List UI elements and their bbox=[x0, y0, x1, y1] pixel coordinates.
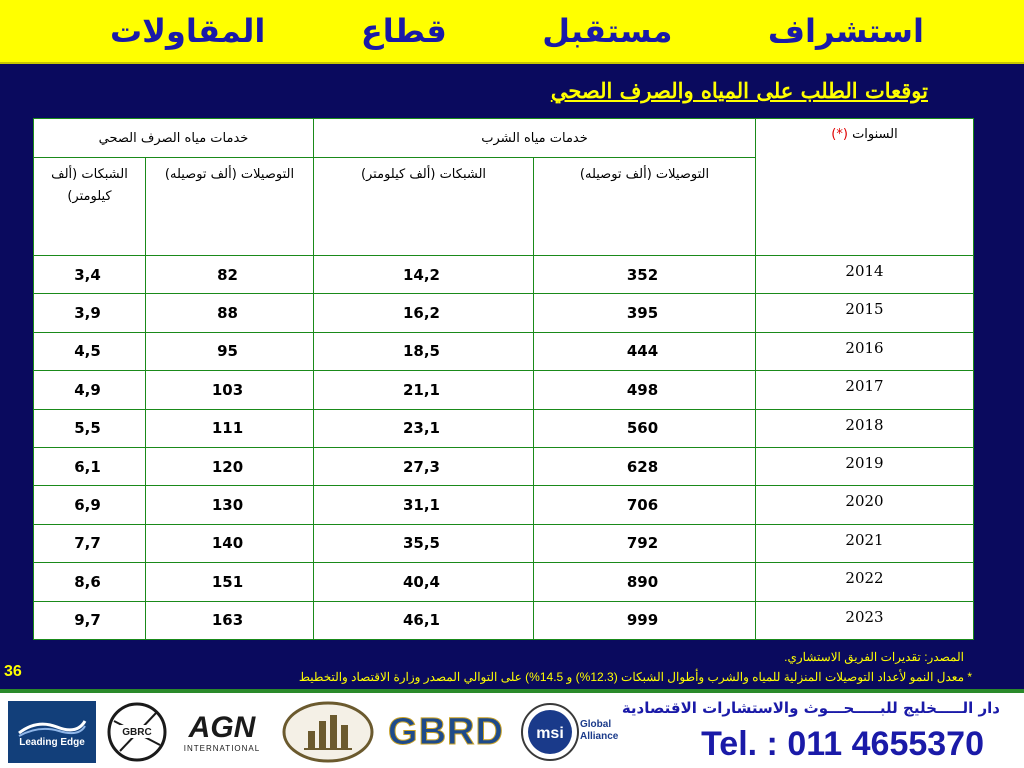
year-cell: 2019 bbox=[756, 447, 974, 485]
water-networks-cell-value: 31,1 bbox=[402, 496, 440, 515]
forecast-table-container bbox=[33, 118, 973, 640]
water-networks-cell bbox=[314, 447, 534, 485]
sewage-networks-cell-value: 5,5 bbox=[74, 419, 101, 438]
sewage-connections-cell bbox=[146, 371, 314, 409]
sewage-connections-cell bbox=[146, 256, 314, 294]
sewage-connections-cell-value: 140 bbox=[211, 534, 244, 553]
year-cell: 2022 bbox=[756, 563, 974, 601]
sewage-connections-cell-value: 95 bbox=[217, 342, 238, 361]
sewage-connections-cell-value: 82 bbox=[217, 265, 238, 284]
title-bar bbox=[0, 0, 1024, 64]
sewage-connections-cell bbox=[146, 563, 314, 601]
water-networks-cell-value: 40,4 bbox=[402, 572, 440, 591]
water-networks-header: الشبكات (ألف كيلومتر) bbox=[314, 158, 534, 256]
sewage-connections-cell-value: 111 bbox=[211, 419, 244, 438]
water-networks-cell-value: 14,2 bbox=[402, 265, 440, 284]
sewage-networks-cell bbox=[34, 371, 146, 409]
sewage-connections-cell bbox=[146, 524, 314, 562]
water-connections-cell-value: 890 bbox=[626, 572, 659, 591]
table-row bbox=[34, 486, 974, 524]
years-header bbox=[756, 119, 974, 256]
agn-logo-subtext: INTERNATIONAL bbox=[183, 743, 261, 753]
gbrd-logo bbox=[384, 701, 508, 763]
water-connections-cell-value: 444 bbox=[626, 342, 659, 361]
water-networks-cell-value: 21,1 bbox=[402, 380, 440, 399]
title-word-1: استشراف bbox=[767, 12, 924, 50]
msi-logo bbox=[516, 701, 628, 763]
water-connections-cell bbox=[534, 601, 756, 639]
water-connections-cell-value: 706 bbox=[626, 496, 659, 515]
title-word-2: مستقبل bbox=[542, 12, 673, 50]
water-networks-cell bbox=[314, 524, 534, 562]
leading-edge-logo-text: Leading Edge bbox=[19, 736, 85, 748]
water-networks-cell bbox=[314, 601, 534, 639]
sewage-connections-cell-value: 163 bbox=[211, 611, 244, 630]
gbrc-logo bbox=[104, 701, 170, 763]
water-connections-cell bbox=[534, 294, 756, 332]
water-connections-cell-value: 395 bbox=[626, 304, 659, 323]
sewage-networks-cell-value: 8,6 bbox=[74, 572, 101, 591]
sewage-networks-cell-value: 9,7 bbox=[74, 611, 101, 630]
table-row bbox=[34, 371, 974, 409]
water-networks-cell bbox=[314, 371, 534, 409]
water-networks-cell bbox=[314, 256, 534, 294]
table-row bbox=[34, 256, 974, 294]
leading-edge-wave-icon bbox=[17, 717, 87, 737]
year-cell: 2023 bbox=[756, 601, 974, 639]
water-connections-cell-value: 628 bbox=[626, 457, 659, 476]
sewage-connections-cell bbox=[146, 486, 314, 524]
sewage-networks-cell-value: 6,1 bbox=[74, 457, 101, 476]
water-connections-cell bbox=[534, 332, 756, 370]
sewage-networks-cell bbox=[34, 409, 146, 447]
sewage-connections-cell-value: 120 bbox=[211, 457, 244, 476]
agn-logo-text: AGN bbox=[188, 710, 256, 744]
water-networks-cell bbox=[314, 294, 534, 332]
sewage-networks-cell bbox=[34, 601, 146, 639]
table-row bbox=[34, 294, 974, 332]
year-cell: 2015 bbox=[756, 294, 974, 332]
water-connections-cell-value: 352 bbox=[626, 265, 659, 284]
water-networks-cell-value: 18,5 bbox=[402, 342, 440, 361]
sewage-networks-cell bbox=[34, 256, 146, 294]
sewage-networks-cell-value: 6,9 bbox=[74, 496, 101, 515]
table-row bbox=[34, 601, 974, 639]
year-cell: 2021 bbox=[756, 524, 974, 562]
company-name: دار الـــــخليج للبـــــحـــوث والاستشارات الاقتصادية bbox=[621, 699, 1000, 717]
gbrc-emblem-icon bbox=[106, 701, 168, 763]
sewage-networks-cell-value: 3,4 bbox=[74, 265, 101, 284]
water-networks-cell bbox=[314, 332, 534, 370]
water-networks-cell bbox=[314, 409, 534, 447]
water-connections-cell-value: 999 bbox=[626, 611, 659, 630]
msi-logo-subtext-1: Global bbox=[580, 719, 612, 730]
water-connections-cell bbox=[534, 256, 756, 294]
title-word-3: قطاع bbox=[360, 12, 447, 50]
sewage-networks-cell-value: 3,9 bbox=[74, 304, 101, 323]
water-networks-cell-value: 46,1 bbox=[402, 611, 440, 630]
msi-logo-text: msi bbox=[536, 725, 564, 742]
growth-note: * معدل النمو لأعداد التوصيلات المنزلية للمياه والشرب وأطوال الشبكات (12.3%) و 14.5%) على التوالي المصدر وزارة الاقتصاد والتخطيط bbox=[298, 670, 972, 684]
year-cell: 2014 bbox=[756, 256, 974, 294]
water-connections-cell bbox=[534, 524, 756, 562]
year-cell: 2018 bbox=[756, 409, 974, 447]
gbrd-logo-text: GBRD bbox=[388, 710, 504, 753]
bar-chart-logo-icon bbox=[282, 701, 374, 763]
sewage-networks-header: الشبكات (ألف كيلومتر) bbox=[34, 158, 146, 256]
source-note: المصدر: تقديرات الفريق الاستشاري. bbox=[784, 650, 964, 664]
water-connections-cell bbox=[534, 447, 756, 485]
table-body bbox=[34, 256, 974, 640]
sewage-networks-cell bbox=[34, 486, 146, 524]
table-row bbox=[34, 524, 974, 562]
forecast-table bbox=[33, 118, 974, 640]
table-row bbox=[34, 563, 974, 601]
sewage-connections-cell-value: 103 bbox=[211, 380, 244, 399]
sewage-connections-cell-value: 151 bbox=[211, 572, 244, 591]
sewage-networks-cell-value: 4,9 bbox=[74, 380, 101, 399]
sewage-connections-cell-value: 88 bbox=[217, 304, 238, 323]
sewage-connections-cell bbox=[146, 332, 314, 370]
year-cell: 2020 bbox=[756, 486, 974, 524]
table-row bbox=[34, 447, 974, 485]
water-networks-cell-value: 27,3 bbox=[402, 457, 440, 476]
water-connections-header: التوصيلات (ألف توصيله) bbox=[534, 158, 756, 256]
year-cell: 2017 bbox=[756, 371, 974, 409]
years-header-label: السنوات bbox=[852, 127, 898, 142]
footer-bar bbox=[0, 689, 1024, 768]
sewage-connections-cell bbox=[146, 601, 314, 639]
water-networks-cell-value: 23,1 bbox=[402, 419, 440, 438]
sewage-networks-cell bbox=[34, 524, 146, 562]
sewage-networks-cell bbox=[34, 563, 146, 601]
sewage-networks-cell-value: 7,7 bbox=[74, 534, 101, 553]
sewage-connections-cell bbox=[146, 409, 314, 447]
water-connections-cell bbox=[534, 371, 756, 409]
water-networks-cell-value: 16,2 bbox=[402, 304, 440, 323]
water-connections-cell-value: 498 bbox=[626, 380, 659, 399]
water-services-header: خدمات مياه الشرب bbox=[314, 119, 756, 158]
water-connections-cell-value: 560 bbox=[626, 419, 659, 438]
leading-edge-logo bbox=[8, 701, 96, 763]
water-networks-cell-value: 35,5 bbox=[402, 534, 440, 553]
sewage-networks-cell bbox=[34, 332, 146, 370]
bar-chart-logo bbox=[280, 701, 376, 763]
sewage-connections-cell bbox=[146, 294, 314, 332]
gbrc-logo-text: GBRC bbox=[122, 727, 152, 738]
msi-logo-subtext-2: Alliance bbox=[580, 731, 619, 742]
table-row bbox=[34, 332, 974, 370]
page-number: 36 bbox=[4, 663, 22, 680]
table-row bbox=[34, 409, 974, 447]
water-connections-cell-value: 792 bbox=[626, 534, 659, 553]
title-word-4: المقاولات bbox=[110, 12, 266, 50]
water-connections-cell bbox=[534, 486, 756, 524]
water-connections-cell bbox=[534, 563, 756, 601]
water-networks-cell bbox=[314, 486, 534, 524]
sewage-connections-header: التوصيلات (ألف توصيله) bbox=[146, 158, 314, 256]
sewage-connections-cell-value: 130 bbox=[211, 496, 244, 515]
year-cell: 2016 bbox=[756, 332, 974, 370]
sewage-services-header: خدمات مياه الصرف الصحي bbox=[34, 119, 314, 158]
slide-subtitle: توقعات الطلب على المياه والصرف الصحي bbox=[550, 78, 928, 103]
msi-global-alliance-icon bbox=[516, 701, 628, 763]
telephone-number: Tel. : 011 4655370 bbox=[701, 725, 984, 763]
water-networks-cell bbox=[314, 563, 534, 601]
sewage-networks-cell bbox=[34, 294, 146, 332]
agn-logo bbox=[176, 701, 268, 763]
years-header-marker: (*) bbox=[831, 127, 848, 142]
sewage-networks-cell bbox=[34, 447, 146, 485]
water-connections-cell bbox=[534, 409, 756, 447]
sewage-connections-cell bbox=[146, 447, 314, 485]
sewage-networks-cell-value: 4,5 bbox=[74, 342, 101, 361]
